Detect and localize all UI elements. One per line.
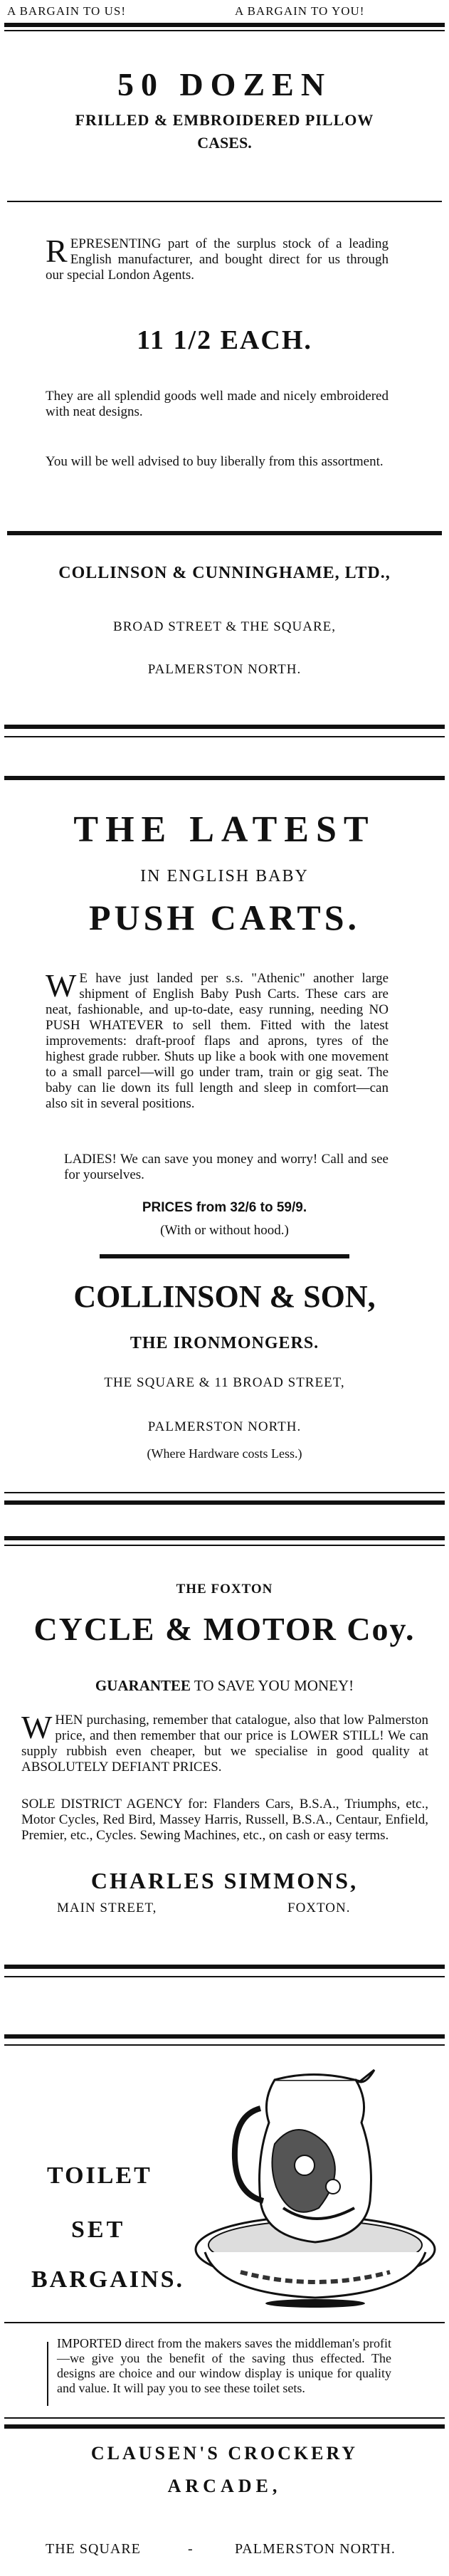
ad2-hood: (With or without hood.) xyxy=(160,1223,289,1238)
ad2-note: (Where Hardware costs Less.) xyxy=(147,1446,302,1461)
ad4-address-right: PALMERSTON NORTH. xyxy=(235,2541,396,2557)
divider xyxy=(4,736,445,737)
divider xyxy=(4,1500,445,1505)
divider xyxy=(7,201,442,202)
divider xyxy=(4,2417,445,2419)
top-banner-right: A BARGAIN TO YOU! xyxy=(235,4,365,18)
divider xyxy=(4,2322,445,2323)
divider xyxy=(4,30,445,31)
ad3-pre: THE FOXTON xyxy=(176,1582,273,1597)
ad1-address-2: PALMERSTON NORTH. xyxy=(147,662,302,677)
divider xyxy=(4,2044,445,2046)
ad4-body: IMPORTED direct from the makers saves the middleman's profit—we give you the benefit of the saving thus effected. The designs are choice and our window display is unique for quality and value. It will pay you to see these toilet sets. xyxy=(57,2336,391,2395)
ad2-address-2: PALMERSTON NORTH. xyxy=(147,1419,302,1434)
ad3-body-2: SOLE DISTRICT AGENCY for: Flanders Cars, B.S.A., Triumphs, etc., Motor Cycles, Red Bird, Massey Harris, Russell, B.S.A., Centaur, Enfield, Premier, etc., Cycles. Sewing Machines, etc., on cash or easy terms. xyxy=(21,1797,428,1843)
ad2-firm: COLLINSON & SON, xyxy=(73,1279,376,1314)
divider xyxy=(4,1976,445,1977)
divider xyxy=(4,23,445,27)
ad1-body-3: You will be well advised to buy liberally from this assortment. xyxy=(46,454,384,469)
ad2-body: WE have just landed per s.s. "Athenic" another large shipment of English Baby Push Carts. These cars are neat, fashionable, and up-to-date, easy running, needing NO PUSH WHATEVER to sell them. Fitted with the latest improvements: draft-proof flaps and aprons, tyres of the highest grade rubber. Shuts up like a book with one movement to a small parcel—will go under tram, train or gig seat. The baby can lie down its full length and sleep in comfort—can also sit in several positions. xyxy=(46,967,389,1111)
ad2-headline-2: PUSH CARTS. xyxy=(88,898,361,937)
ad1-firm: COLLINSON & CUNNINGHAME, LTD., xyxy=(58,564,391,582)
toilet-set-illustration xyxy=(191,2066,437,2308)
divider xyxy=(4,725,445,729)
divider xyxy=(7,531,442,535)
ad3-guarantee xyxy=(0,1677,449,1695)
ad2-body-2: LADIES! We can save you money and worry! Call and see for yourselves. xyxy=(64,1152,389,1182)
ad1-headline: 50 DOZEN xyxy=(117,66,332,102)
ad4-line-1: TOILET xyxy=(47,2162,152,2189)
ad2-address: THE SQUARE & 11 BROAD STREET, xyxy=(104,1375,345,1390)
ad3-signature: CHARLES SIMMONS, xyxy=(90,1868,359,1893)
divider xyxy=(4,2424,445,2429)
divider xyxy=(4,1965,445,1969)
ad4-firm: CLAUSEN'S CROCKERY xyxy=(90,2443,359,2464)
ad4-line-2: SET xyxy=(71,2217,126,2243)
ad1-address: BROAD STREET & THE SQUARE, xyxy=(113,619,336,634)
ad1-subhead: FRILLED & EMBROIDERED PILLOW xyxy=(75,111,374,129)
ad3-body: WHEN purchasing, remember that catalogue, also that low Palmerston price, and then remember that our price is LOWER STILL! We can supply rubbish even cheaper, but we specialise in good quality at ABSOLUTELY DEFIANT PRICES. xyxy=(21,1709,428,1775)
ad3-town: FOXTON. xyxy=(287,1901,351,1915)
ad2-headline: THE LATEST xyxy=(73,809,376,850)
ad1-subhead-2: CASES. xyxy=(197,134,252,152)
ad2-prices: PRICES from 32/6 to 59/9. xyxy=(142,1200,307,1215)
divider xyxy=(4,1492,445,1493)
ad3-guarantee-bold: GUARANTEE xyxy=(95,1677,191,1694)
divider xyxy=(4,776,445,780)
ad3-guarantee-rest: TO SAVE YOU MONEY! xyxy=(194,1677,354,1694)
divider xyxy=(4,1545,445,1546)
ad4-address-left: THE SQUARE xyxy=(46,2541,141,2557)
ad1-body-2: They are all splendid goods well made and nicely embroidered with neat designs. xyxy=(46,389,389,419)
ad4-address-sep: - xyxy=(188,2541,193,2557)
divider xyxy=(4,1536,445,1540)
ad2-tagline: THE IRONMONGERS. xyxy=(130,1334,319,1352)
ad3-street: MAIN STREET, xyxy=(57,1901,157,1915)
ad4-firm-2: ARCADE, xyxy=(167,2476,282,2496)
ad3-headline: CYCLE & MOTOR Coy. xyxy=(33,1611,416,1647)
ad4-line-3: BARGAINS. xyxy=(31,2266,184,2293)
divider xyxy=(100,1254,349,1258)
divider xyxy=(47,2342,48,2406)
ad2-subhead: IN ENGLISH BABY xyxy=(140,867,309,885)
ad1-price: 11 1/2 EACH. xyxy=(137,325,312,355)
divider xyxy=(4,2034,445,2039)
ad1-body: REPRESENTING part of the surplus stock of a leading English manufacturer, and bought direct for us through our special London Agents. xyxy=(46,233,389,283)
top-banner-left: A BARGAIN TO US! xyxy=(7,4,126,18)
